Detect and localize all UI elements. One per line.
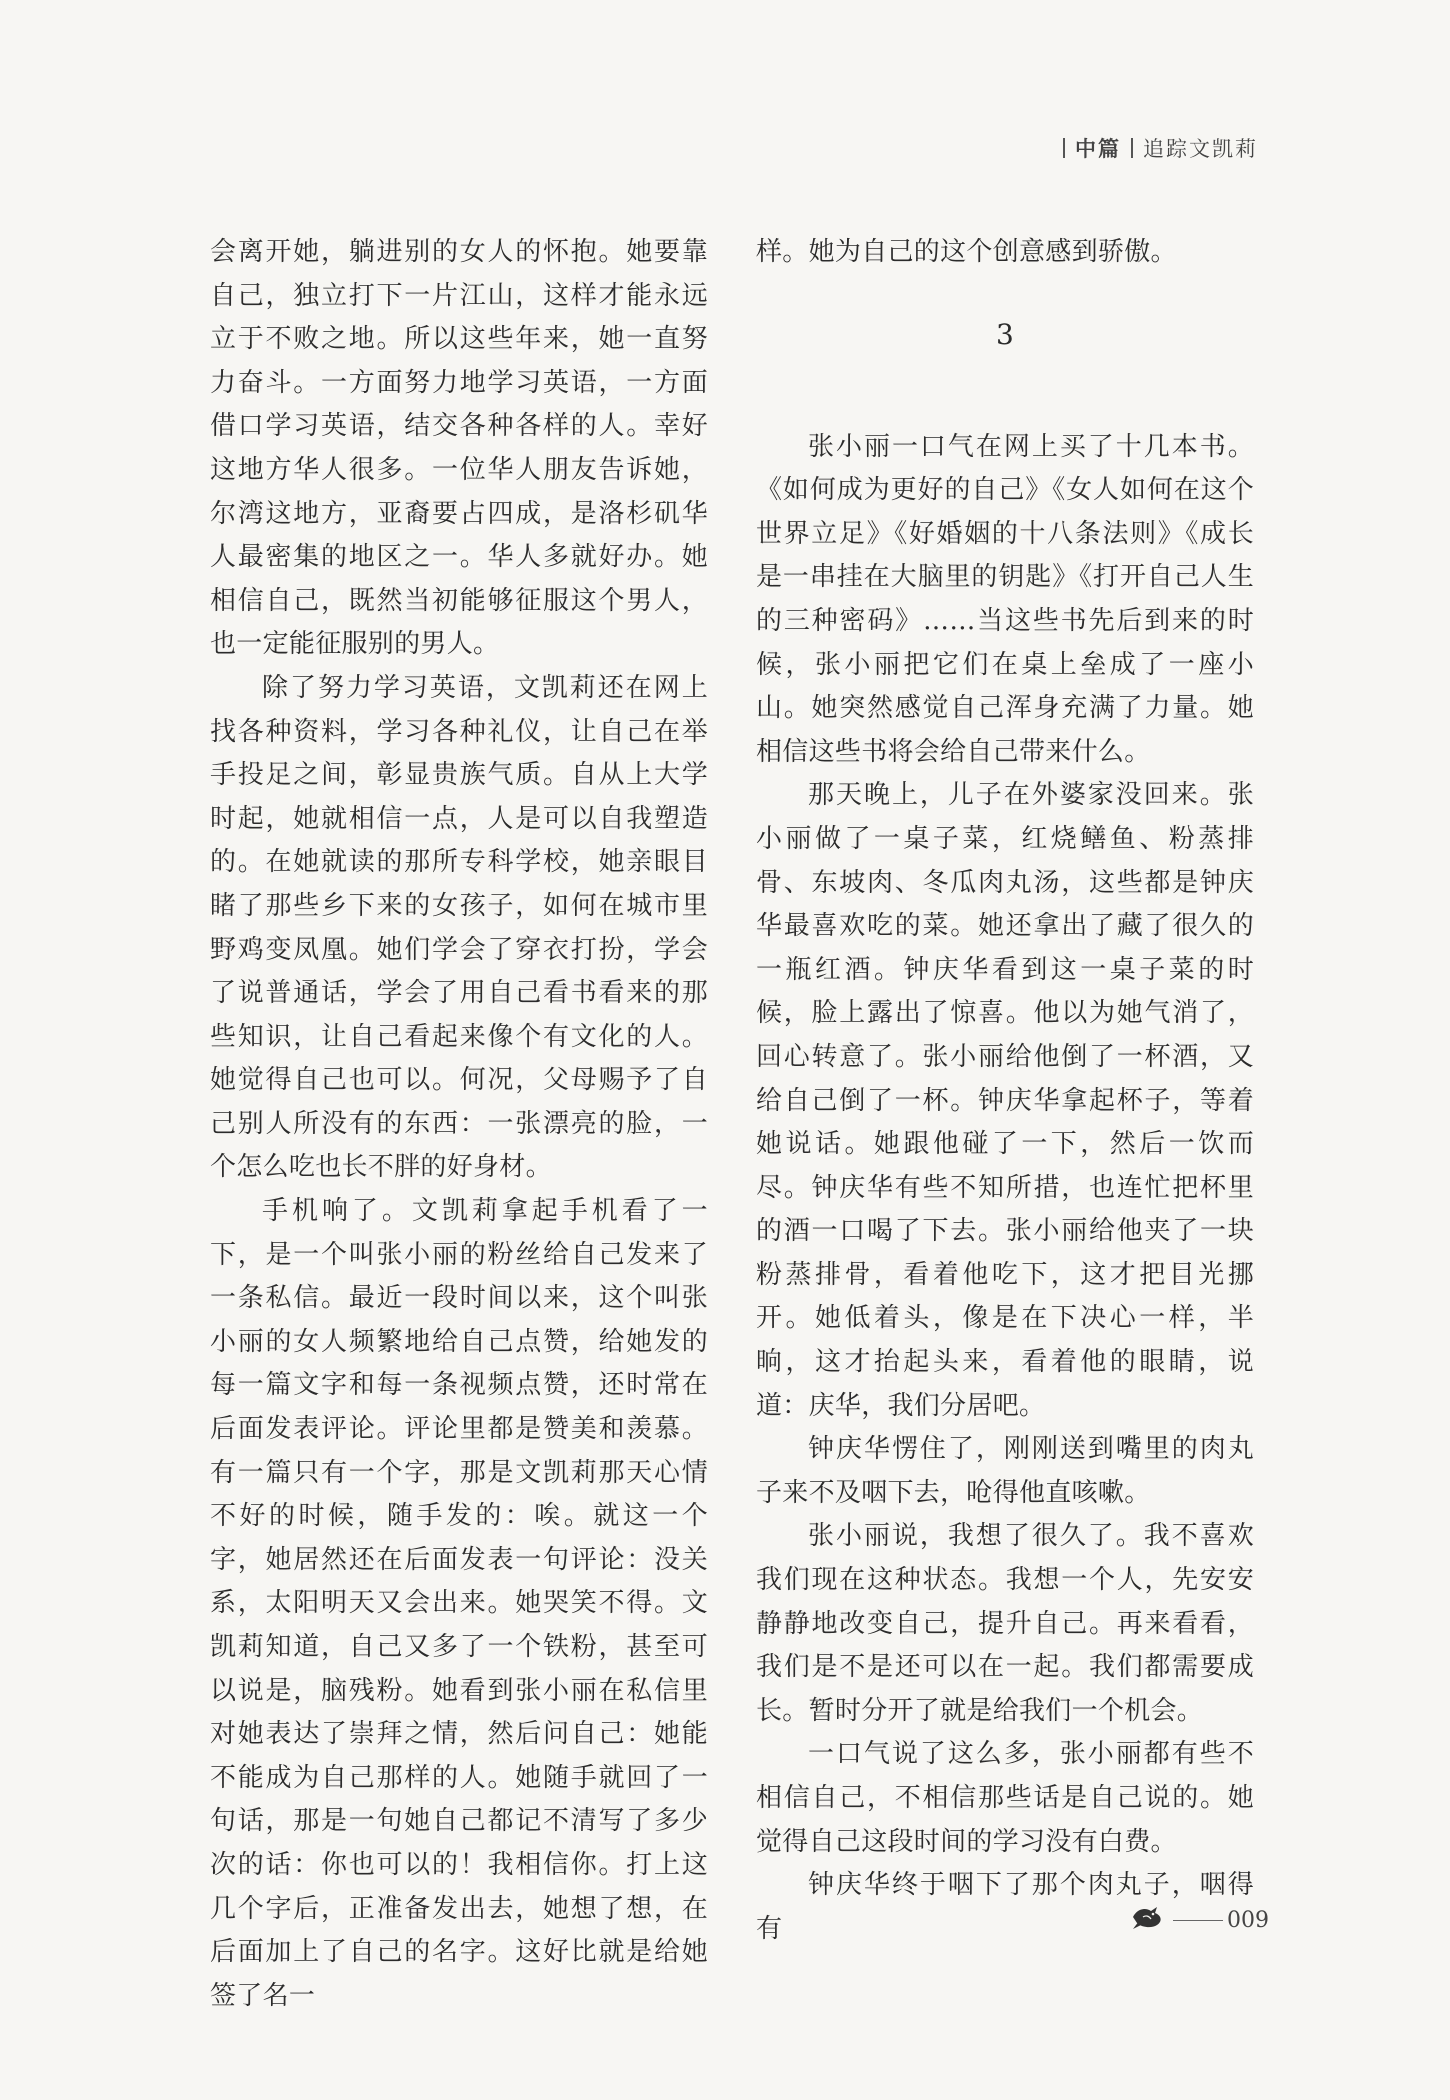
right-text-column (756, 231, 1254, 1951)
paragraph: 那天晚上，儿子在外婆家没回来。张小丽做了一桌子菜，红烧鳝鱼、粉蒸排骨、东坡肉、冬瓜肉丸汤，这些都是钟庆华最喜欢吃的菜。她还拿出了藏了很久的一瓶红酒。钟庆华看到这一桌子菜的时候，脸上露出了惊喜。他以为她气消了，回心转意了。张小丽给他倒了一杯酒，又给自己倒了一杯。钟庆华拿起杯子，等着她说话。她跟他碰了一下，然后一饮而尽。钟庆华有些不知所措，也连忙把杯里的酒一口喝了下去。张小丽给他夹了一块粉蒸排骨，看着他吃下，这才把目光挪开。她低着头，像是在下决心一样，半晌，这才抬起头来，看着他的眼睛，说道：庆华，我们分居吧。 (756, 780, 1254, 1421)
paragraph: 手机响了。文凯莉拿起手机看了一下，是一个叫张小丽的粉丝给自己发来了一条私信。最近一段时间以来，这个叫张小丽的女人频繁地给自己点赞，给她发的每一篇文字和每一条视频点赞，还时常在后面发表评论。评论里都是赞美和羡慕。有一篇只有一个字，那是文凯莉那天心情不好的时候，随手发的：唉。就这一个字，她居然还在后面发表一句评论：没关系，太阳明天又会出来。她哭笑不得。文凯莉知道，自己又多了一个铁粉，甚至可以说是，脑残粉。她看到张小丽在私信里对她表达了崇拜之情，然后问自己：她能不能成为自己那样的人。她随手就回了一句话，那是一句她自己都记不清写了多少次的话：你也可以的！我相信你。打上这几个字后，正准备发出去，她想了想，在后面加上了自己的名字。这好比就是给她签了名一 (210, 1196, 708, 2011)
left-text-column (210, 231, 708, 2018)
paragraph: 张小丽一口气在网上买了十几本书。《如何成为更好的自己》《女人如何在这个世界立足》《好婚姻的十八条法则》《成长是一串挂在大脑里的钥匙》《打开自己人生的三种密码》……当这些书先后到来的时候，张小丽把它们在桌上垒成了一座小山。她突然感觉自己浑身充满了力量。她相信这些书将会给自己带来什么。 (756, 431, 1254, 767)
header-chapter-title: 追踪文凯莉 (1143, 137, 1258, 161)
paragraph: 钟庆华愣住了，刚刚送到嘴里的肉丸子来不及咽下去，呛得他直咳嗽。 (756, 1434, 1254, 1508)
footer-rule (1173, 1920, 1223, 1921)
header-divider-right (1131, 138, 1133, 158)
paragraph: 一口气说了这么多，张小丽都有些不相信自己，不相信那些话是自己说的。她觉得自己这段时间的学习没有白费。 (756, 1739, 1254, 1857)
paragraph-continued: 会离开她，躺进别的女人的怀抱。她要靠自己，独立打下一片江山，这样才能永远立于不败之地。所以这些年来，她一直努力奋斗。一方面努力地学习英语，一方面借口学习英语，结交各种各样的人。幸好这地方华人很多。一位华人朋友告诉她，尔湾这地方，亚裔要占四成，是洛杉矶华人最密集的地区之一。华人多就好办。她相信自己，既然当初能够征服这个男人，也一定能征服别的男人。 (210, 237, 708, 660)
header-part-label: 中篇 (1075, 137, 1121, 161)
paragraph: 除了努力学习英语，文凯莉还在网上找各种资料，学习各种礼仪，让自己在举手投足之间，彰显贵族气质。自从上大学时起，她就相信一点，人是可以自我塑造的。在她就读的那所专科学校，她亲眼目睹了那些乡下来的女孩子，如何在城市里野鸡变凤凰。她们学会了穿衣打扮，学会了说普通话，学会了用自己看书看来的那些知识，让自己看起来像个有文化的人。她觉得自己也可以。何况，父母赐予了自己别人所没有的东西：一张漂亮的脸，一个怎么吃也长不胖的好身材。 (210, 672, 708, 1183)
page-number: 009 (1227, 1907, 1269, 1933)
bird-ornament-icon (1131, 1903, 1165, 1937)
paragraph: 钟庆华终于咽下了那个肉丸子，咽得有 (756, 1870, 1254, 1944)
paragraph: 张小丽说，我想了很久了。我不喜欢我们现在这种状态。我想一个人，先安安静静地改变自己，提升自己。再来看看，我们是不是还可以在一起。我们都需要成长。暂时分开了就是给我们一个机会。 (756, 1521, 1254, 1726)
running-header (1053, 133, 1258, 163)
paragraph-continued: 样。她为自己的这个创意感到骄傲。 (756, 237, 1177, 267)
page-footer (1131, 1903, 1269, 1937)
section-number: 3 (995, 317, 1015, 351)
header-divider-left (1063, 138, 1065, 158)
